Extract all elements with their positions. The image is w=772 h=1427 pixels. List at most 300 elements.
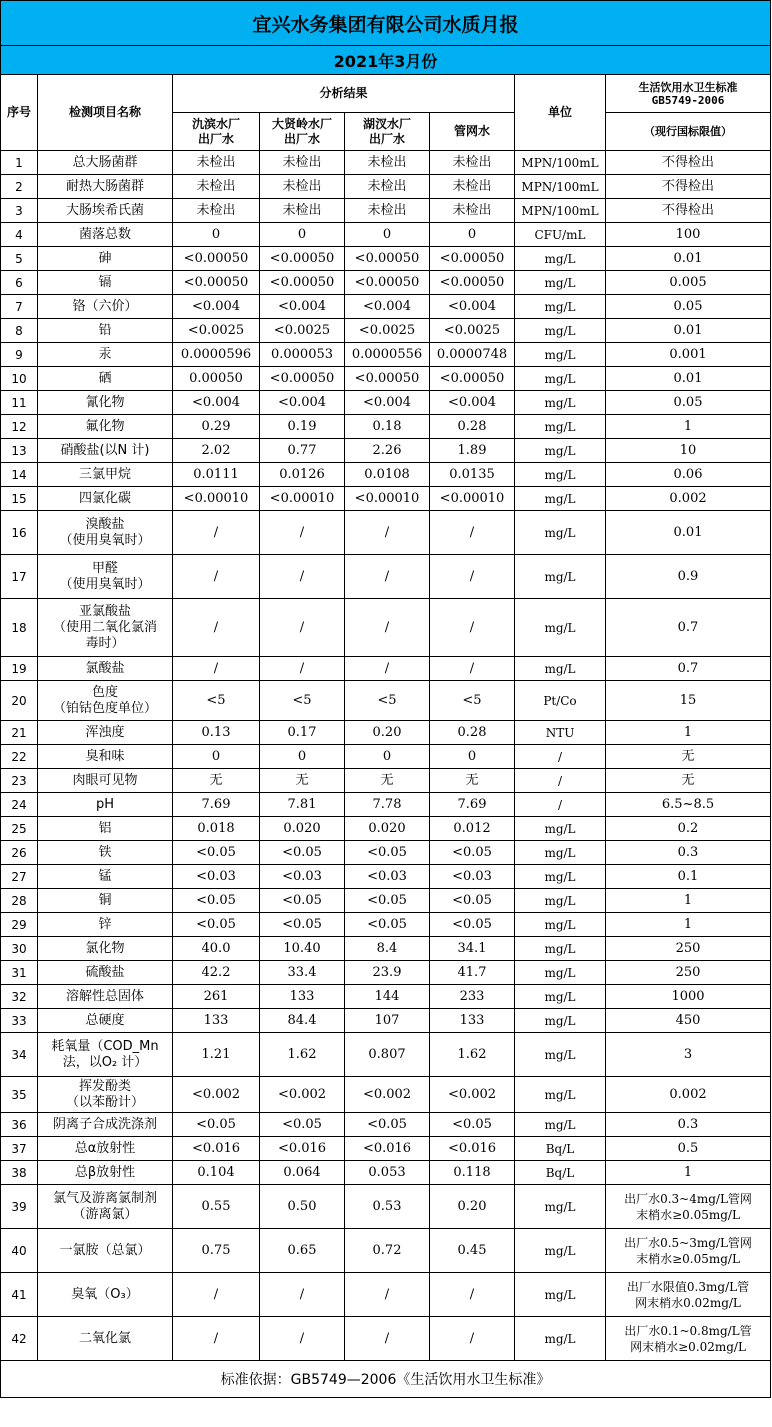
result-value: <0.05 <box>173 913 260 937</box>
result-value: <0.016 <box>345 1137 430 1161</box>
result-value: 0 <box>173 223 260 247</box>
result-value: 34.1 <box>430 937 515 961</box>
item-name: pH <box>38 793 173 817</box>
standard-limit: 0.01 <box>606 319 771 343</box>
result-value: <0.004 <box>345 295 430 319</box>
row-number: 7 <box>1 295 38 319</box>
item-name: 氯化物 <box>38 937 173 961</box>
table-row <box>1 961 771 985</box>
result-value: <0.016 <box>260 1137 345 1161</box>
standard-limit: 250 <box>606 937 771 961</box>
table-row <box>1 199 771 223</box>
result-value: <0.05 <box>430 841 515 865</box>
row-number: 33 <box>1 1009 38 1033</box>
item-name: 臭和味 <box>38 745 173 769</box>
standard-limit: 0.3 <box>606 841 771 865</box>
result-value: 0.28 <box>430 415 515 439</box>
result-value: 无 <box>430 769 515 793</box>
result-value: 0 <box>260 223 345 247</box>
unit-value: mg/L <box>515 657 606 681</box>
result-value: 未检出 <box>430 199 515 223</box>
result-value: / <box>345 555 430 599</box>
result-value: 0.13 <box>173 721 260 745</box>
row-number: 15 <box>1 487 38 511</box>
unit-value: mg/L <box>515 599 606 657</box>
unit-value: mg/L <box>515 463 606 487</box>
result-value: 0 <box>345 223 430 247</box>
result-value: <0.00050 <box>345 367 430 391</box>
standard-limit: 0.7 <box>606 599 771 657</box>
table-row <box>1 343 771 367</box>
result-value: 0.020 <box>260 817 345 841</box>
standard-limit: 不得检出 <box>606 151 771 175</box>
item-name: 肉眼可见物 <box>38 769 173 793</box>
result-value: <0.0025 <box>173 319 260 343</box>
result-value: <0.03 <box>260 865 345 889</box>
standard-limit: 3 <box>606 1033 771 1077</box>
row-number: 42 <box>1 1317 38 1361</box>
result-value: 1.21 <box>173 1033 260 1077</box>
unit-value: NTU <box>515 721 606 745</box>
table-row <box>1 487 771 511</box>
result-value: 未检出 <box>345 199 430 223</box>
result-value: 0.28 <box>430 721 515 745</box>
row-number: 31 <box>1 961 38 985</box>
row-number: 25 <box>1 817 38 841</box>
unit-value: mg/L <box>515 439 606 463</box>
result-value: 未检出 <box>260 199 345 223</box>
unit-value: mg/L <box>515 391 606 415</box>
result-value: 1.62 <box>260 1033 345 1077</box>
result-value: 0.17 <box>260 721 345 745</box>
unit-value: mg/L <box>515 1185 606 1229</box>
result-value: 133 <box>260 985 345 1009</box>
row-number: 35 <box>1 1077 38 1113</box>
result-value: / <box>260 657 345 681</box>
result-value: 0.0135 <box>430 463 515 487</box>
standard-limit: 1 <box>606 1161 771 1185</box>
item-name: 总α放射性 <box>38 1137 173 1161</box>
unit-value: mg/L <box>515 937 606 961</box>
result-value: <0.00010 <box>430 487 515 511</box>
table-row <box>1 1161 771 1185</box>
row-number: 8 <box>1 319 38 343</box>
result-value: / <box>430 511 515 555</box>
result-value: <0.00050 <box>430 367 515 391</box>
row-number: 39 <box>1 1185 38 1229</box>
row-number: 26 <box>1 841 38 865</box>
header-standard-note: （现行国标限值） <box>606 113 771 151</box>
standard-limit: 出厂水0.5~3mg/L管网 末梢水≥0.05mg/L <box>606 1229 771 1273</box>
unit-value: MPN/100mL <box>515 175 606 199</box>
table-row <box>1 555 771 599</box>
table-row <box>1 295 771 319</box>
row-number: 28 <box>1 889 38 913</box>
result-value: 未检出 <box>173 151 260 175</box>
result-value: / <box>173 657 260 681</box>
item-name: 硝酸盐(以N 计) <box>38 439 173 463</box>
result-value: 10.40 <box>260 937 345 961</box>
item-name: 铝 <box>38 817 173 841</box>
result-value: 1.89 <box>430 439 515 463</box>
table-row <box>1 247 771 271</box>
header-plant: 大贤岭水厂 出厂水 <box>260 113 345 151</box>
result-value: 0.77 <box>260 439 345 463</box>
unit-value: / <box>515 769 606 793</box>
table-row <box>1 1317 771 1361</box>
result-value: <0.05 <box>345 913 430 937</box>
result-value: 33.4 <box>260 961 345 985</box>
table-row <box>1 1077 771 1113</box>
standard-limit: 无 <box>606 745 771 769</box>
row-number: 16 <box>1 511 38 555</box>
item-name: 色度 （铂钴色度单位） <box>38 681 173 721</box>
result-value: <0.05 <box>173 841 260 865</box>
result-value: <0.004 <box>430 391 515 415</box>
result-value: 0.45 <box>430 1229 515 1273</box>
header-plant: 氿滨水厂 出厂水 <box>173 113 260 151</box>
result-value: 0.50 <box>260 1185 345 1229</box>
result-value: / <box>345 1317 430 1361</box>
result-value: <0.004 <box>260 391 345 415</box>
result-value: <0.03 <box>345 865 430 889</box>
item-name: 硒 <box>38 367 173 391</box>
result-value: 42.2 <box>173 961 260 985</box>
result-value: / <box>430 599 515 657</box>
standard-limit: 10 <box>606 439 771 463</box>
result-value: 133 <box>430 1009 515 1033</box>
table-row <box>1 271 771 295</box>
result-value: 40.0 <box>173 937 260 961</box>
standard-limit: 不得检出 <box>606 175 771 199</box>
result-value: 0.104 <box>173 1161 260 1185</box>
unit-value: mg/L <box>515 247 606 271</box>
result-value: 0.064 <box>260 1161 345 1185</box>
item-name: 氰化物 <box>38 391 173 415</box>
table-row <box>1 367 771 391</box>
item-name: 总β放射性 <box>38 1161 173 1185</box>
result-value: / <box>345 599 430 657</box>
table-row <box>1 1185 771 1229</box>
result-value: 0.0126 <box>260 463 345 487</box>
result-value: <0.00010 <box>345 487 430 511</box>
table-row <box>1 391 771 415</box>
row-number: 2 <box>1 175 38 199</box>
unit-value: / <box>515 793 606 817</box>
result-value: <0.002 <box>173 1077 260 1113</box>
result-value: / <box>430 657 515 681</box>
result-value: <0.05 <box>260 889 345 913</box>
unit-value: mg/L <box>515 841 606 865</box>
standard-limit: 0.005 <box>606 271 771 295</box>
result-value: 1.62 <box>430 1033 515 1077</box>
row-number: 34 <box>1 1033 38 1077</box>
row-number: 6 <box>1 271 38 295</box>
standard-limit: 1 <box>606 889 771 913</box>
result-value: 0.20 <box>430 1185 515 1229</box>
unit-value: mg/L <box>515 913 606 937</box>
header-seq: 序号 <box>1 75 38 151</box>
row-number: 3 <box>1 199 38 223</box>
item-name: 臭氧（O₃） <box>38 1273 173 1317</box>
result-value: 0.29 <box>173 415 260 439</box>
result-value: <0.05 <box>260 1113 345 1137</box>
result-value: / <box>173 511 260 555</box>
standard-limit: 1 <box>606 913 771 937</box>
table-row <box>1 913 771 937</box>
result-value: <0.05 <box>345 1113 430 1137</box>
standard-limit: 0.9 <box>606 555 771 599</box>
table-row <box>1 985 771 1009</box>
unit-value: mg/L <box>515 415 606 439</box>
header-analysis: 分析结果 <box>173 75 515 113</box>
row-number: 4 <box>1 223 38 247</box>
result-value: / <box>173 1273 260 1317</box>
item-name: 氯气及游离氯制剂 （游离氯） <box>38 1185 173 1229</box>
row-number: 5 <box>1 247 38 271</box>
item-name: 甲醛 （使用臭氧时） <box>38 555 173 599</box>
table-row <box>1 1009 771 1033</box>
item-name: 铬（六价） <box>38 295 173 319</box>
item-name: 挥发酚类 （以苯酚计） <box>38 1077 173 1113</box>
result-value: 7.81 <box>260 793 345 817</box>
table-row <box>1 439 771 463</box>
header-plant: 管网水 <box>430 113 515 151</box>
standard-limit: 1000 <box>606 985 771 1009</box>
result-value: <0.0025 <box>345 319 430 343</box>
table-row <box>1 657 771 681</box>
result-value: / <box>173 555 260 599</box>
result-value: 0.807 <box>345 1033 430 1077</box>
result-value: <0.004 <box>345 391 430 415</box>
unit-value: mg/L <box>515 343 606 367</box>
unit-value: mg/L <box>515 1229 606 1273</box>
item-name: 总大肠菌群 <box>38 151 173 175</box>
table-row <box>1 1113 771 1137</box>
result-value: 0 <box>430 223 515 247</box>
unit-value: mg/L <box>515 1317 606 1361</box>
table-row <box>1 1229 771 1273</box>
result-value: / <box>345 1273 430 1317</box>
row-number: 32 <box>1 985 38 1009</box>
item-name: 一氯胺（总氯） <box>38 1229 173 1273</box>
standard-limit: 6.5~8.5 <box>606 793 771 817</box>
result-value: 0.0108 <box>345 463 430 487</box>
result-value: <5 <box>173 681 260 721</box>
unit-value: CFU/mL <box>515 223 606 247</box>
standard-limit: 0.002 <box>606 487 771 511</box>
result-value: <0.00050 <box>430 271 515 295</box>
item-name: 铅 <box>38 319 173 343</box>
result-value: 233 <box>430 985 515 1009</box>
row-number: 14 <box>1 463 38 487</box>
unit-value: mg/L <box>515 985 606 1009</box>
result-value: 0.118 <box>430 1161 515 1185</box>
result-value: 无 <box>173 769 260 793</box>
result-value: <0.05 <box>260 841 345 865</box>
result-value: 84.4 <box>260 1009 345 1033</box>
result-value: / <box>345 511 430 555</box>
standard-limit: 0.1 <box>606 865 771 889</box>
result-value: 0.053 <box>345 1161 430 1185</box>
item-name: 铜 <box>38 889 173 913</box>
row-number: 12 <box>1 415 38 439</box>
unit-value: mg/L <box>515 1033 606 1077</box>
result-value: <0.03 <box>430 865 515 889</box>
item-name: 铁 <box>38 841 173 865</box>
standard-limit: 出厂水限值0.3mg/L管 网末梢水0.02mg/L <box>606 1273 771 1317</box>
result-value: <0.05 <box>173 1113 260 1137</box>
result-value: 0.018 <box>173 817 260 841</box>
standard-limit: 0.01 <box>606 247 771 271</box>
table-row <box>1 1137 771 1161</box>
result-value: 未检出 <box>260 151 345 175</box>
item-name: 三氯甲烷 <box>38 463 173 487</box>
unit-value: mg/L <box>515 889 606 913</box>
result-value: <5 <box>260 681 345 721</box>
result-value: <0.004 <box>173 391 260 415</box>
table-row <box>1 681 771 721</box>
standard-limit: 0.01 <box>606 511 771 555</box>
unit-value: mg/L <box>515 961 606 985</box>
result-value: 未检出 <box>260 175 345 199</box>
item-name: 阴离子合成洗涤剂 <box>38 1113 173 1137</box>
unit-value: mg/L <box>515 367 606 391</box>
unit-value: mg/L <box>515 1113 606 1137</box>
result-value: 0.72 <box>345 1229 430 1273</box>
unit-value: mg/L <box>515 865 606 889</box>
table-row <box>1 175 771 199</box>
result-value: / <box>260 1273 345 1317</box>
row-number: 11 <box>1 391 38 415</box>
footer-basis: 标准依据：GB5749—2006《生活饮用水卫生标准》 <box>1 1361 771 1398</box>
header-plant: 湖汊水厂 出厂水 <box>345 113 430 151</box>
result-value: <0.004 <box>173 295 260 319</box>
unit-value: mg/L <box>515 817 606 841</box>
result-value: 0 <box>260 745 345 769</box>
result-value: <0.05 <box>430 1113 515 1137</box>
result-value: 未检出 <box>173 199 260 223</box>
standard-limit: 0.001 <box>606 343 771 367</box>
row-number: 30 <box>1 937 38 961</box>
result-value: <0.002 <box>260 1077 345 1113</box>
result-value: <0.00050 <box>173 247 260 271</box>
unit-value: Bq/L <box>515 1137 606 1161</box>
standard-limit: 0.3 <box>606 1113 771 1137</box>
result-value: 0.012 <box>430 817 515 841</box>
unit-value: mg/L <box>515 1077 606 1113</box>
header-standard-code: GB5749-2006 <box>651 93 725 107</box>
row-number: 23 <box>1 769 38 793</box>
result-value: 8.4 <box>345 937 430 961</box>
row-number: 17 <box>1 555 38 599</box>
row-number: 36 <box>1 1113 38 1137</box>
table-row <box>1 463 771 487</box>
unit-value: Pt/Co <box>515 681 606 721</box>
row-number: 37 <box>1 1137 38 1161</box>
result-value: <0.00010 <box>173 487 260 511</box>
table-row <box>1 769 771 793</box>
result-value: 41.7 <box>430 961 515 985</box>
result-value: 133 <box>173 1009 260 1033</box>
result-value: 23.9 <box>345 961 430 985</box>
item-name: 菌落总数 <box>38 223 173 247</box>
standard-limit: 0.002 <box>606 1077 771 1113</box>
result-value: 0.020 <box>345 817 430 841</box>
table-row <box>1 223 771 247</box>
table-row <box>1 721 771 745</box>
standard-limit: 0.06 <box>606 463 771 487</box>
unit-value: mg/L <box>515 295 606 319</box>
table-row <box>1 841 771 865</box>
result-value: 无 <box>260 769 345 793</box>
result-value: <0.004 <box>430 295 515 319</box>
row-number: 10 <box>1 367 38 391</box>
result-value: 0.0000748 <box>430 343 515 367</box>
result-value: 261 <box>173 985 260 1009</box>
standard-limit: 出厂水0.3~4mg/L管网 末梢水≥0.05mg/L <box>606 1185 771 1229</box>
item-name: 溴酸盐 （使用臭氧时） <box>38 511 173 555</box>
row-number: 13 <box>1 439 38 463</box>
table-row <box>1 889 771 913</box>
standard-limit: 1 <box>606 721 771 745</box>
result-value: / <box>260 599 345 657</box>
result-value: 0.00050 <box>173 367 260 391</box>
table-row <box>1 817 771 841</box>
result-value: 7.69 <box>430 793 515 817</box>
standard-limit: 0.01 <box>606 367 771 391</box>
item-name: 氯酸盐 <box>38 657 173 681</box>
result-value: / <box>430 555 515 599</box>
row-number: 29 <box>1 913 38 937</box>
item-name: 锰 <box>38 865 173 889</box>
item-name: 总硬度 <box>38 1009 173 1033</box>
row-number: 1 <box>1 151 38 175</box>
result-value: 未检出 <box>173 175 260 199</box>
table-row <box>1 511 771 555</box>
standard-limit: 出厂水0.1~0.8mg/L管 网末梢水≥0.02mg/L <box>606 1317 771 1361</box>
standard-limit: 250 <box>606 961 771 985</box>
result-value: <0.00050 <box>345 271 430 295</box>
result-value: 0.0111 <box>173 463 260 487</box>
result-value: 107 <box>345 1009 430 1033</box>
item-name: 浑浊度 <box>38 721 173 745</box>
table-row <box>1 1033 771 1077</box>
report-title: 宜兴水务集团有限公司水质月报 <box>1 1 771 46</box>
row-number: 21 <box>1 721 38 745</box>
result-value: 0.0000556 <box>345 343 430 367</box>
table-row <box>1 937 771 961</box>
standard-limit: 0.05 <box>606 391 771 415</box>
result-value: 0.55 <box>173 1185 260 1229</box>
result-value: 0.0000596 <box>173 343 260 367</box>
result-value: <0.05 <box>430 913 515 937</box>
item-name: 大肠埃希氏菌 <box>38 199 173 223</box>
unit-value: mg/L <box>515 555 606 599</box>
item-name: 亚氯酸盐 （使用二氧化氯消 毒时） <box>38 599 173 657</box>
row-number: 22 <box>1 745 38 769</box>
header-standard <box>606 75 771 113</box>
unit-value: mg/L <box>515 1273 606 1317</box>
result-value: <0.00050 <box>430 247 515 271</box>
result-value: / <box>173 1317 260 1361</box>
result-value: 2.26 <box>345 439 430 463</box>
result-value: / <box>173 599 260 657</box>
standard-limit: 0.5 <box>606 1137 771 1161</box>
standard-limit: 无 <box>606 769 771 793</box>
result-value: <0.00050 <box>260 247 345 271</box>
result-value: <0.002 <box>430 1077 515 1113</box>
